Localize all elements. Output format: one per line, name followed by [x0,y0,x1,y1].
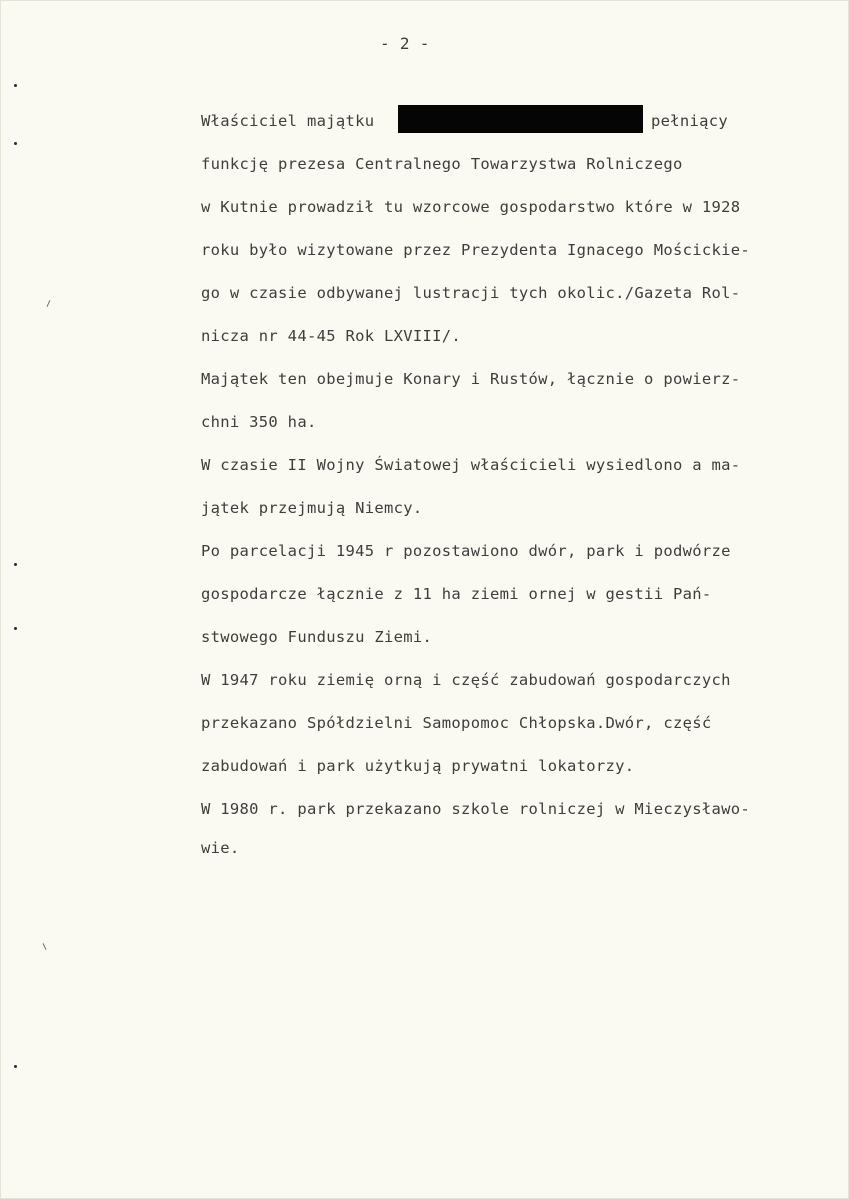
margin-speck [14,563,17,566]
text-line: pełniący [651,112,729,130]
text-line: funkcję prezesa Centralnego Towarzystwa Rolniczego [201,155,683,173]
text-line: jątek przejmują Niemcy. [201,499,423,517]
margin-speck [14,1065,17,1068]
page-number: - 2 - [380,34,430,53]
margin-speck [14,142,17,145]
text-line: W 1980 r. park przekazano szkole rolniczej w Mieczysławo- [201,800,751,818]
text-line: wie. [201,839,240,857]
text-line: stwowego Funduszu Ziemi. [201,628,433,646]
text-line: chni 350 ha. [201,413,317,431]
text-line: przekazano Spółdzielni Samopomoc Chłopska.Dwór, część [201,714,712,732]
redacted-name-block [398,105,643,133]
text-line: zabudowań i park użytkują prywatni lokatorzy. [201,757,635,775]
text-line: gospodarcze łącznie z 11 ha ziemi ornej w gestii Pań- [201,585,712,603]
text-line: W 1947 roku ziemię orną i część zabudowań gospodarczych [201,671,731,689]
margin-mark [43,943,47,950]
text-line: Właściciel majątku [201,112,375,130]
text-line: Po parcelacji 1945 r pozostawiono dwór, park i podwórze [201,542,731,560]
text-line: w Kutnie prowadził tu wzorcowe gospodarstwo które w 1928 [201,198,741,216]
text-line: roku było wizytowane przez Prezydenta Ignacego Mościckie- [201,241,751,259]
margin-mark [47,300,51,307]
text-line: nicza nr 44-45 Rok LXVIII/. [201,327,462,345]
margin-speck [14,84,17,87]
margin-speck [14,627,17,630]
text-line: W czasie II Wojny Światowej właścicieli wysiedlono a ma- [201,456,741,474]
text-line: Majątek ten obejmuje Konary i Rustów, łącznie o powierz- [201,370,741,388]
text-line: go w czasie odbywanej lustracji tych okolic./Gazeta Rol- [201,284,741,302]
